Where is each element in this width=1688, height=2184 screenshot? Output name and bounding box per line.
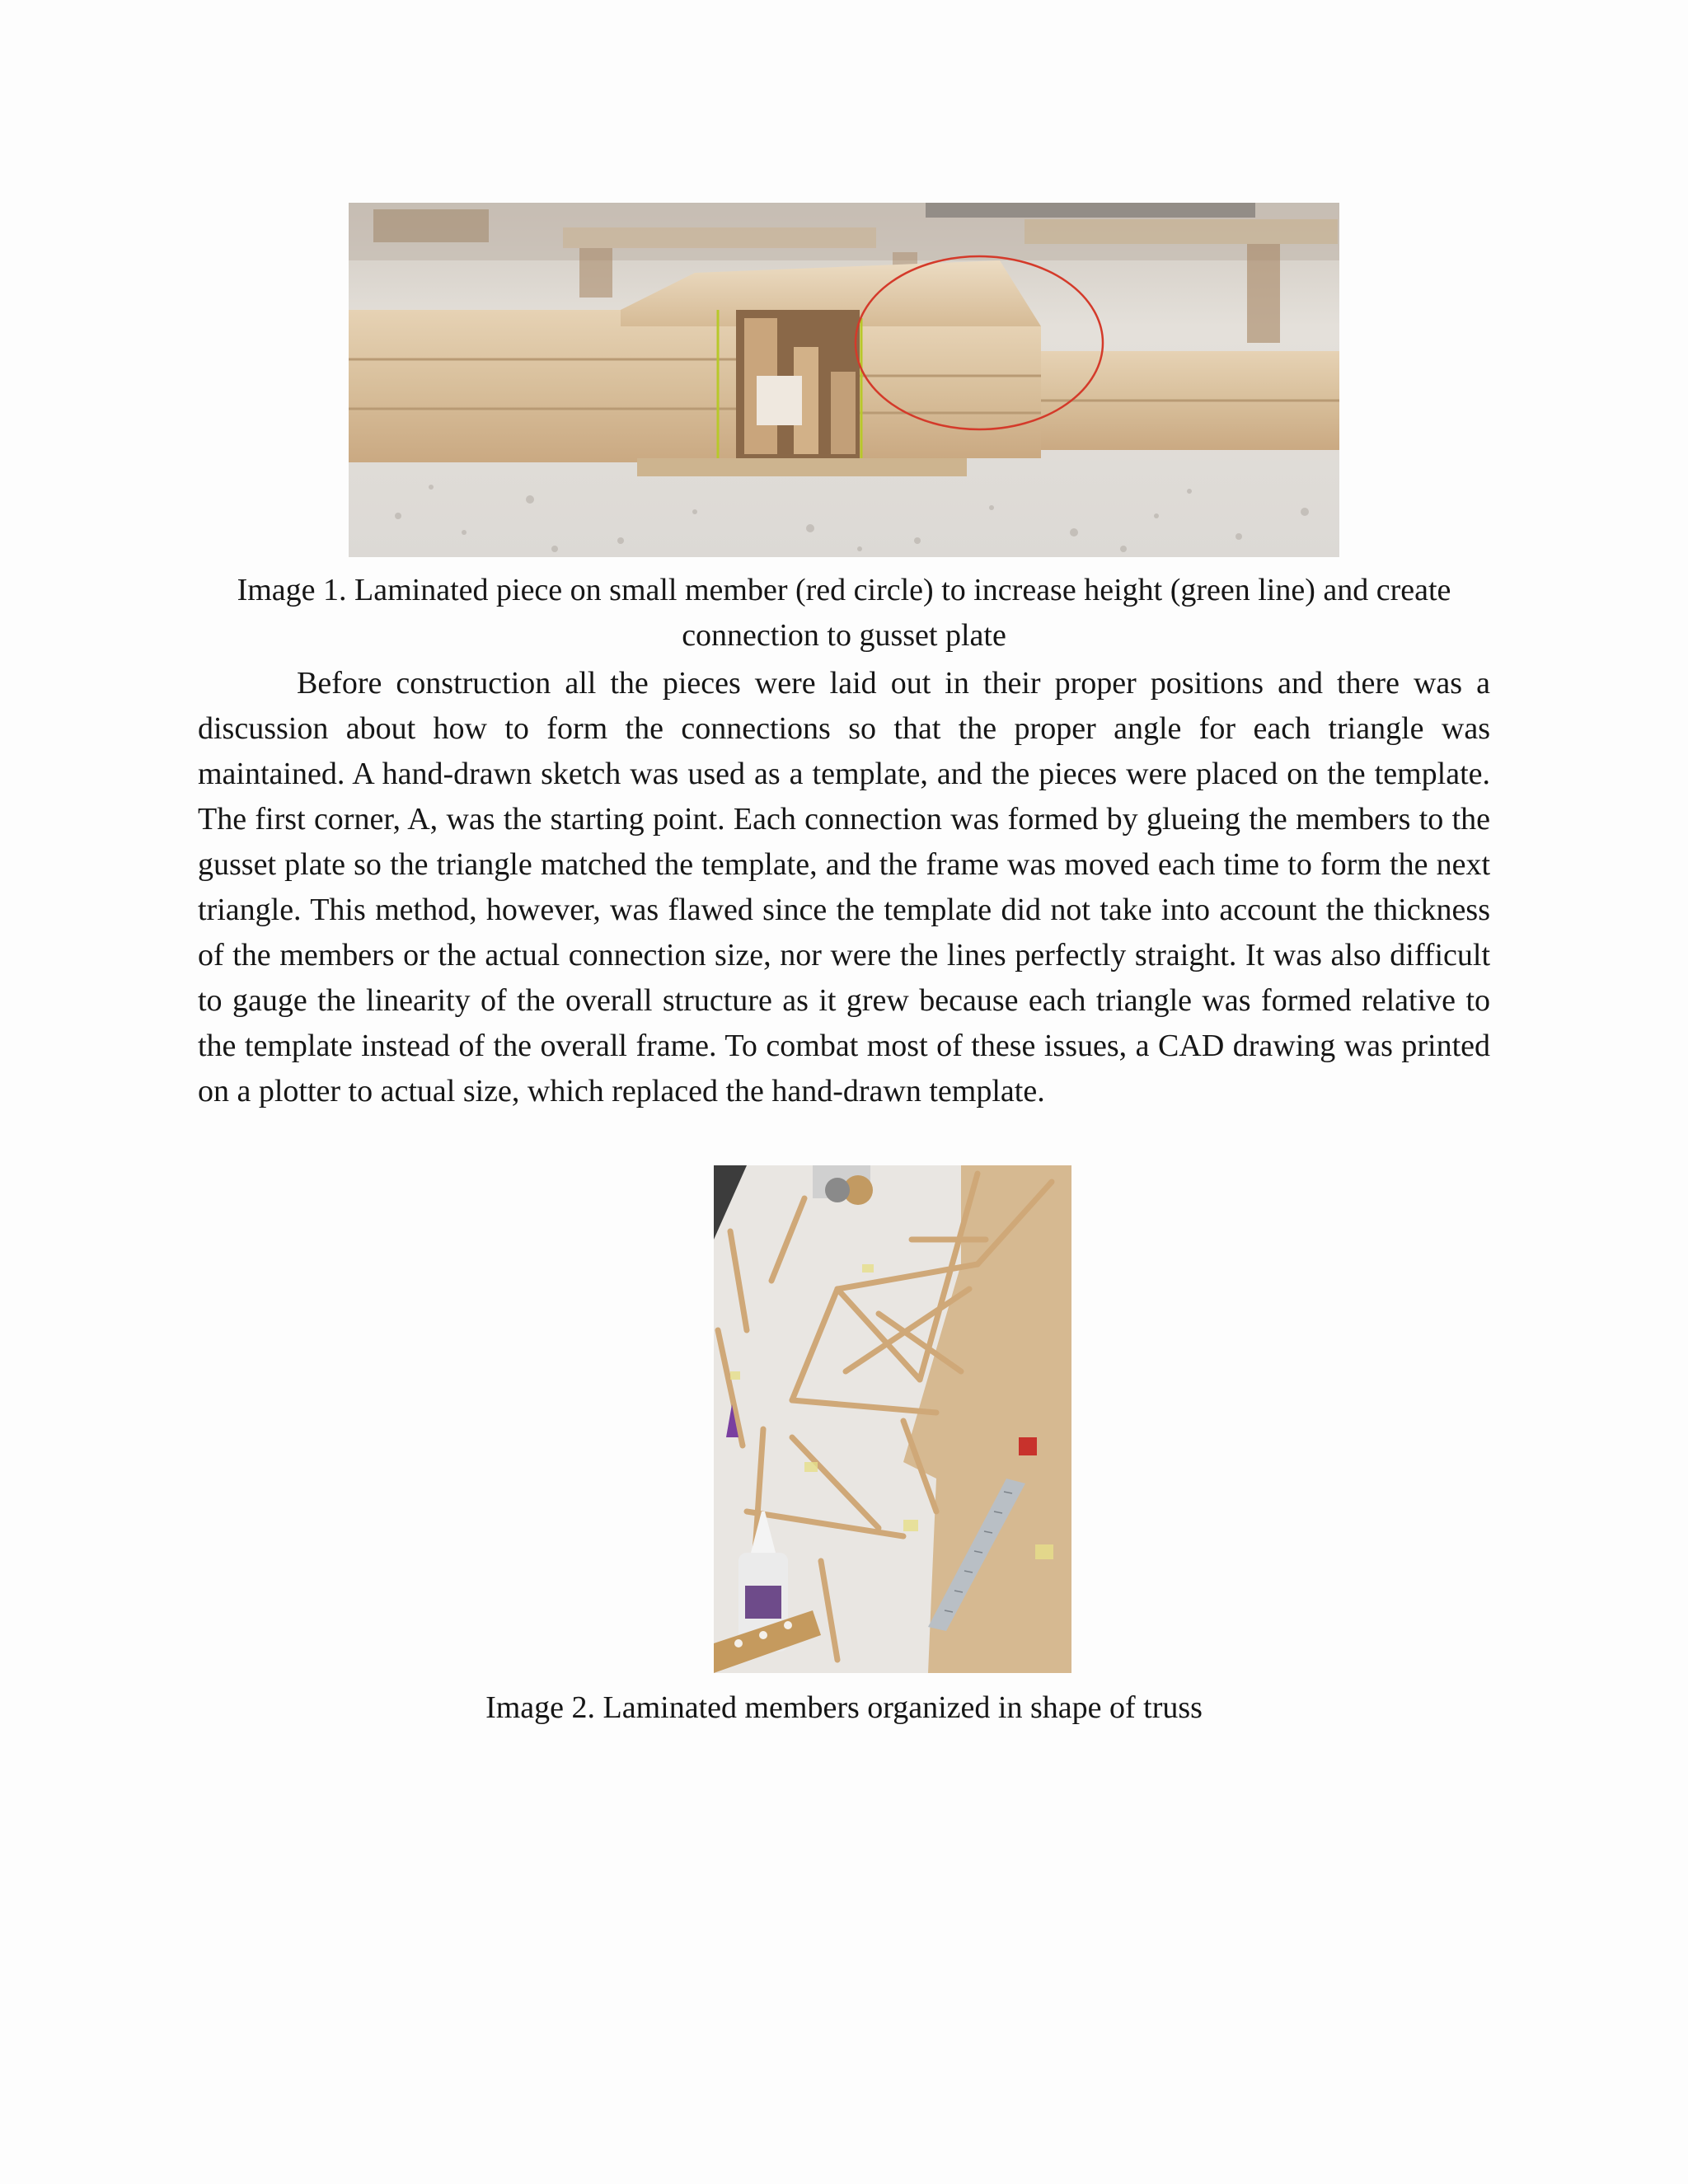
figure-2-caption: Image 2. Laminated members organized in shape of truss bbox=[485, 1690, 1203, 1725]
figure-2-photo bbox=[714, 1165, 1071, 1673]
figure-1-photo bbox=[349, 203, 1339, 557]
figure-1-caption: Image 1. Laminated piece on small member (red circle) to increase height (green line) and create connection to gusset plate bbox=[237, 573, 1451, 653]
body-paragraph: Before construction all the pieces were laid out in their proper positions and there was a discussion about how to form the connections so that the proper angle for each triangle was maintained. A hand-drawn sketch was used as a template, and the pieces were placed on the template. The first corner, A, was the starting point. Each connection was formed by glueing the members to the gusset plate so the triangle matched the template, and the frame was moved each time to form the next triangle. This method, however, was flawed since the template did not take into account the thickness of the members or the actual connection size, nor were the lines perfectly straight. It was also difficult to gauge the linearity of the overall structure as it grew because each triangle was formed relative to the template instead of the overall frame. To combat most of these issues, a CAD drawing was printed on a plotter to actual size, which replaced the hand-drawn template. bbox=[198, 666, 1490, 1108]
